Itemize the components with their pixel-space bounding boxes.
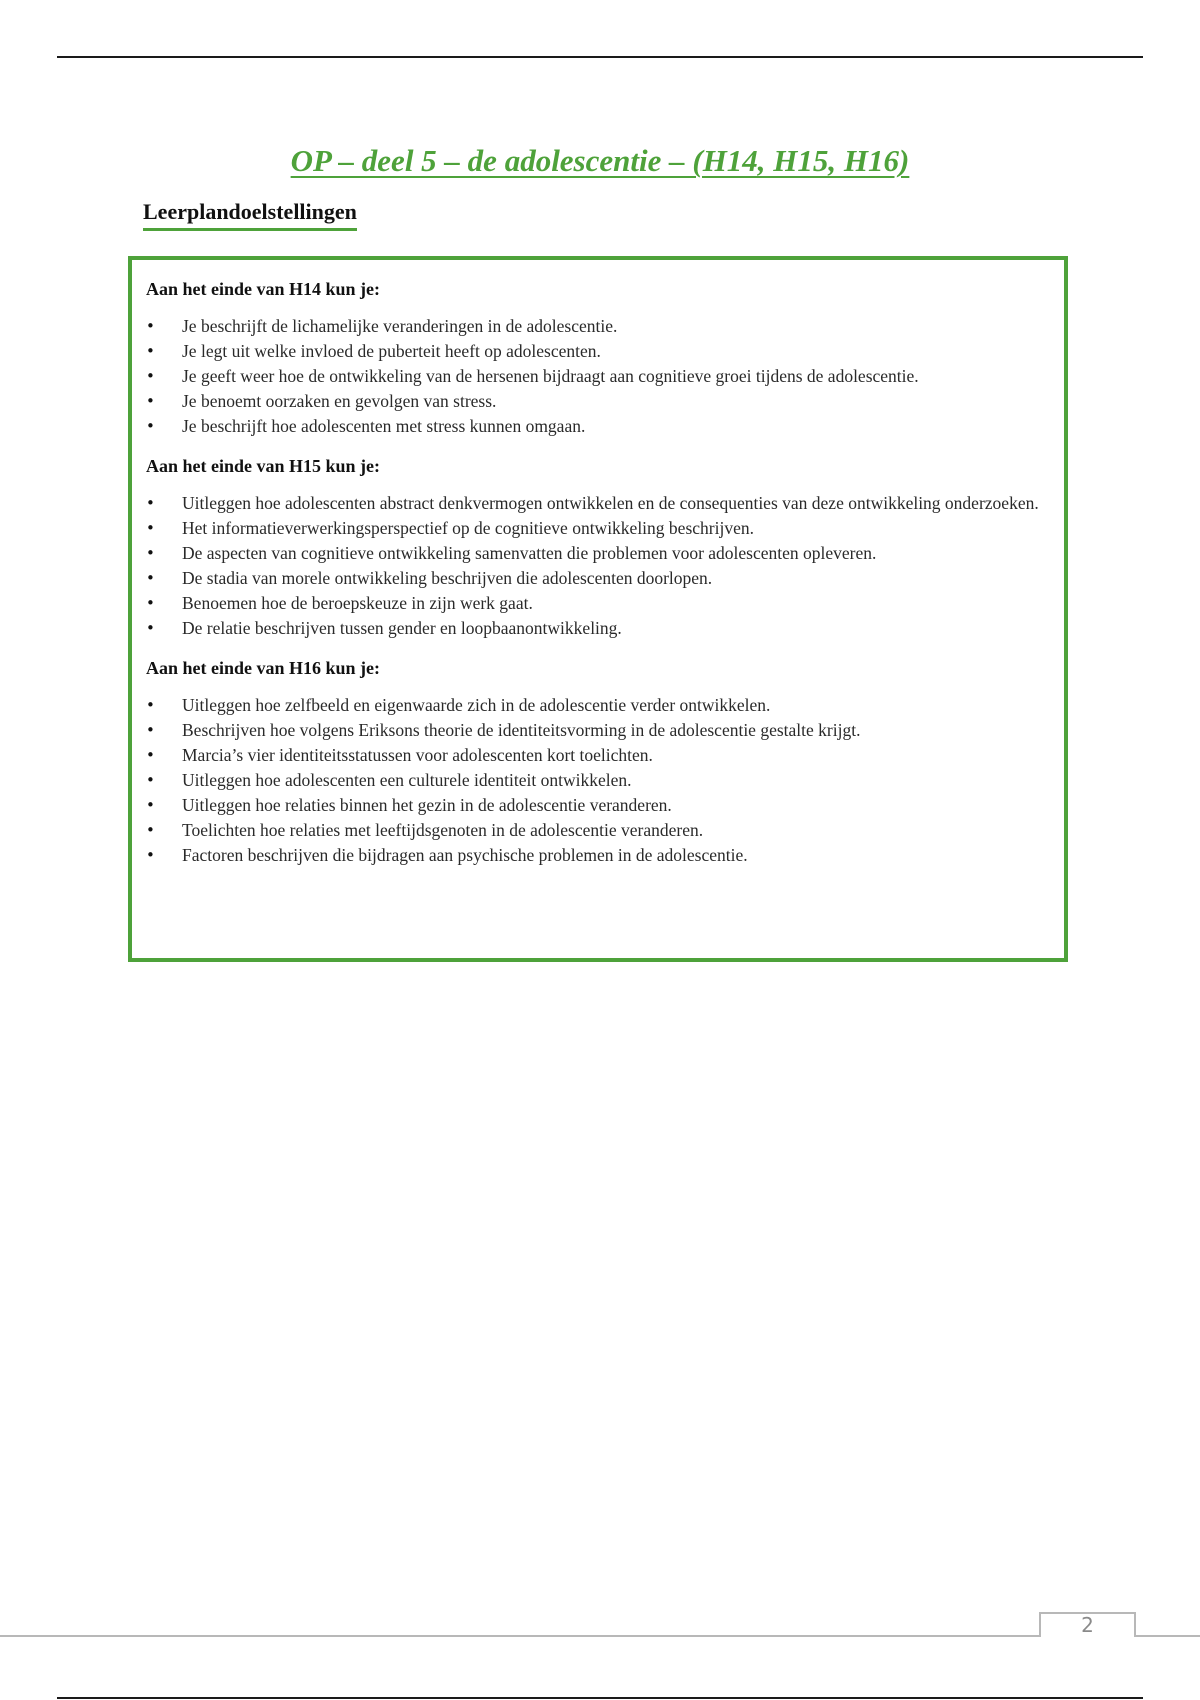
list-item-text: Uitleggen hoe adolescenten abstract denkvermogen ontwikkelen en de consequenties van deze ontwikkeling onderzoeken.: [182, 493, 1039, 513]
bullet-icon: •: [146, 569, 155, 587]
list-item: [146, 718, 1050, 743]
document-title: [0, 140, 1200, 182]
list-item-text: Factoren beschrijven die bijdragen aan psychische problemen in de adolescentie.: [182, 845, 748, 865]
list-item-text: Uitleggen hoe adolescenten een culturele identiteit ontwikkelen.: [182, 770, 632, 790]
document-title-text: OP – deel 5 – de adolescentie – (H14, H15, H16): [290, 143, 910, 178]
list-item: [146, 591, 1050, 616]
bullet-icon: •: [146, 342, 155, 360]
bullet-icon: •: [146, 367, 155, 385]
list-item: [146, 793, 1050, 818]
section-h16: [146, 655, 1050, 868]
list-item: [146, 566, 1050, 591]
list-item-text: De relatie beschrijven tussen gender en loopbaanontwikkeling.: [182, 618, 622, 638]
bullet-icon: •: [146, 594, 155, 612]
bullet-icon: •: [146, 544, 155, 562]
list-item-text: Je beschrijft hoe adolescenten met stress kunnen omgaan.: [182, 416, 586, 436]
list-item-text: De aspecten van cognitieve ontwikkeling samenvatten die problemen voor adolescenten opleveren.: [182, 543, 877, 563]
section-heading-leerplandoelstellingen: [143, 198, 357, 231]
list-item-text: Je beschrijft de lichamelijke veranderingen in de adolescentie.: [182, 316, 618, 336]
list-item: [146, 541, 1050, 566]
bullet-icon: •: [146, 494, 155, 512]
bullet-icon: •: [146, 821, 155, 839]
section-h14: [146, 276, 1050, 439]
bullet-icon: •: [146, 392, 155, 410]
footer-rule: [57, 1697, 1143, 1699]
list-item: [146, 743, 1050, 768]
bullet-icon: •: [146, 417, 155, 435]
list-item-text: Je benoemt oorzaken en gevolgen van stress.: [182, 391, 497, 411]
list-item-text: Marcia’s vier identiteitsstatussen voor adolescenten kort toelichten.: [182, 745, 653, 765]
list-item: [146, 818, 1050, 843]
goal-list-h15: [146, 491, 1050, 641]
footer-rule-right: [1136, 1635, 1200, 1637]
footer-rule-left: [0, 1635, 1040, 1637]
list-item: [146, 516, 1050, 541]
objectives-box: [128, 256, 1068, 962]
list-item-text: Toelichten hoe relaties met leeftijdsgenoten in de adolescentie veranderen.: [182, 820, 704, 840]
list-item-text: Uitleggen hoe zelfbeeld en eigenwaarde zich in de adolescentie verder ontwikkelen.: [182, 695, 771, 715]
bullet-icon: •: [146, 619, 155, 637]
list-item-text: Benoemen hoe de beroepskeuze in zijn werk gaat.: [182, 593, 533, 613]
bullet-icon: •: [146, 696, 155, 714]
list-item: [146, 389, 1050, 414]
section-h15: [146, 453, 1050, 641]
bullet-icon: •: [146, 317, 155, 335]
page-number: 2: [1081, 1613, 1094, 1637]
list-item-text: Je geeft weer hoe de ontwikkeling van de hersenen bijdraagt aan cognitieve groei tijdens de adolescentie.: [182, 366, 919, 386]
list-item: [146, 768, 1050, 793]
list-item-text: De stadia van morele ontwikkeling beschrijven die adolescenten doorlopen.: [182, 568, 713, 588]
bullet-icon: •: [146, 746, 155, 764]
section-heading-h14: Aan het einde van H14 kun je:: [146, 279, 381, 299]
list-item: [146, 414, 1050, 439]
page-number-tab: [1039, 1612, 1136, 1637]
section-heading-h16: Aan het einde van H16 kun je:: [146, 658, 381, 678]
list-item: [146, 314, 1050, 339]
goal-list-h16: [146, 693, 1050, 868]
goal-list-h14: [146, 314, 1050, 439]
bullet-icon: •: [146, 846, 155, 864]
list-item: [146, 693, 1050, 718]
section-heading-h15: Aan het einde van H15 kun je:: [146, 456, 381, 476]
bullet-icon: •: [146, 796, 155, 814]
list-item-text: Het informatieverwerkingsperspectief op de cognitieve ontwikkeling beschrijven.: [182, 518, 754, 538]
bullet-icon: •: [146, 721, 155, 739]
list-item: [146, 339, 1050, 364]
header-rule: [57, 56, 1143, 58]
list-item-text: Je legt uit welke invloed de puberteit heeft op adolescenten.: [182, 341, 601, 361]
heading-text: Leerplandoelstellingen: [143, 198, 357, 231]
list-item: [146, 616, 1050, 641]
list-item: [146, 491, 1050, 516]
bullet-icon: •: [146, 519, 155, 537]
list-item: [146, 364, 1050, 389]
list-item-text: Uitleggen hoe relaties binnen het gezin in de adolescentie veranderen.: [182, 795, 672, 815]
list-item-text: Beschrijven hoe volgens Eriksons theorie de identiteitsvorming in de adolescentie gestalte krijgt.: [182, 720, 861, 740]
bullet-icon: •: [146, 771, 155, 789]
list-item: [146, 843, 1050, 868]
